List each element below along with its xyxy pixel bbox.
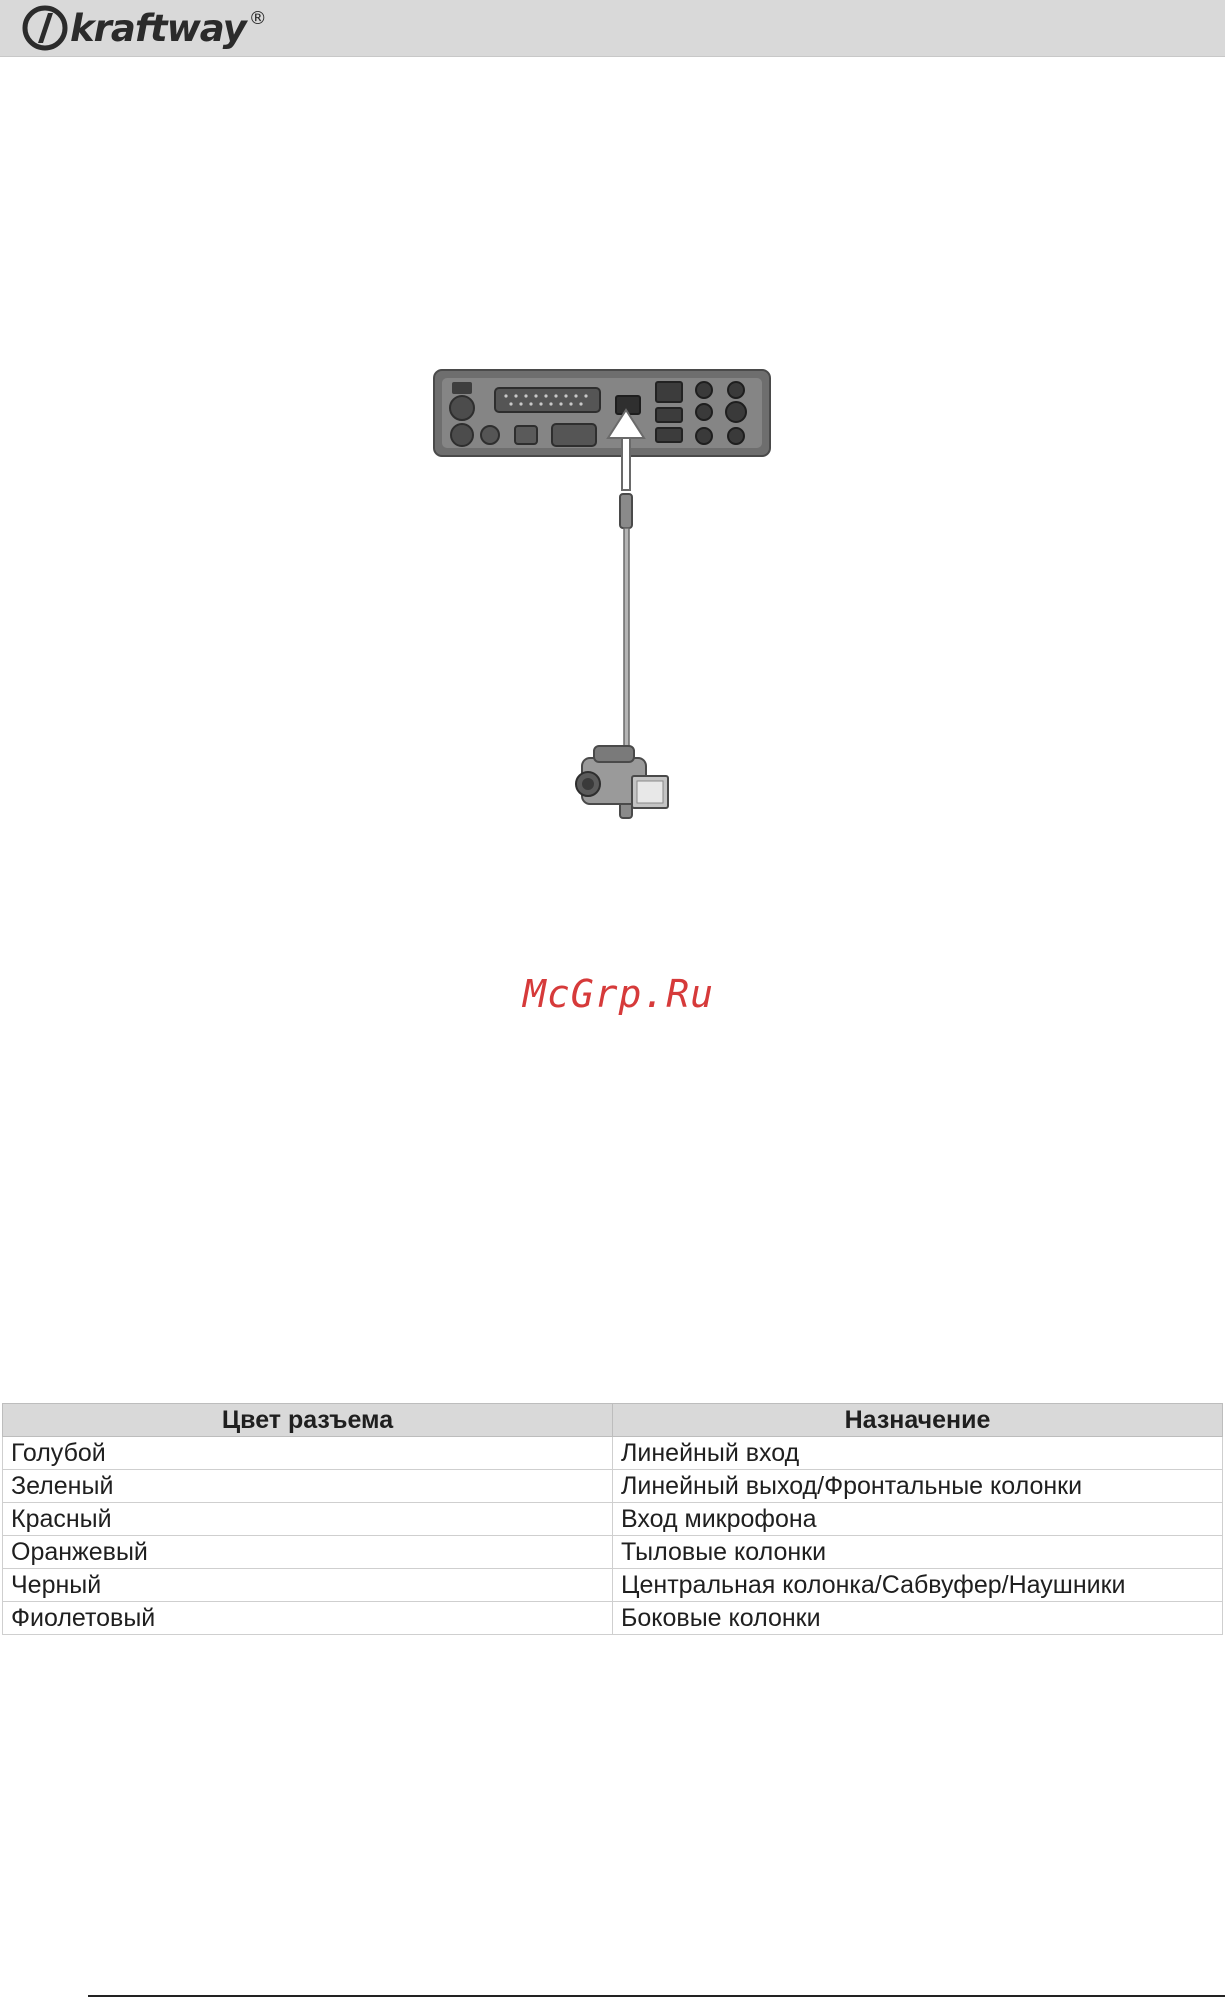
table-row: [3, 1602, 1223, 1635]
table-row: [3, 1470, 1223, 1503]
table-row: [3, 1437, 1223, 1470]
connector-color-cell: Зеленый: [3, 1470, 613, 1503]
connector-color-cell: Фиолетовый: [3, 1602, 613, 1635]
connector-color-cell: Красный: [3, 1503, 613, 1536]
watermark-text: McGrp.Ru: [522, 972, 715, 1016]
column-header-purpose: Назначение: [613, 1404, 1223, 1437]
kraftway-logo-icon: [22, 5, 68, 51]
brand-name: kraftway: [70, 6, 246, 50]
table-row: [3, 1569, 1223, 1602]
page-header: [0, 0, 1225, 57]
connector-purpose-cell: Боковые колонки: [613, 1602, 1223, 1635]
brand-logo: [22, 4, 267, 52]
connector-color-cell: Голубой: [3, 1437, 613, 1470]
connector-color-table: [2, 1403, 1223, 1635]
connector-color-cell: Оранжевый: [3, 1536, 613, 1569]
connector-purpose-cell: Линейный вход: [613, 1437, 1223, 1470]
table-header-row: [3, 1404, 1223, 1437]
connector-purpose-cell: Центральная колонка/Сабвуфер/Наушники: [613, 1569, 1223, 1602]
connector-purpose-cell: Тыловые колонки: [613, 1536, 1223, 1569]
connector-purpose-cell: Линейный выход/Фронтальные колонки: [613, 1470, 1223, 1503]
connector-color-cell: Черный: [3, 1569, 613, 1602]
connector-purpose-cell: Вход микрофона: [613, 1503, 1223, 1536]
table-row: [3, 1536, 1223, 1569]
rear-panel-icon: [434, 370, 770, 456]
table-row: [3, 1503, 1223, 1536]
registered-mark: ®: [248, 8, 267, 29]
camcorder-icon: [574, 740, 672, 820]
column-header-color: Цвет разъема: [3, 1404, 613, 1437]
